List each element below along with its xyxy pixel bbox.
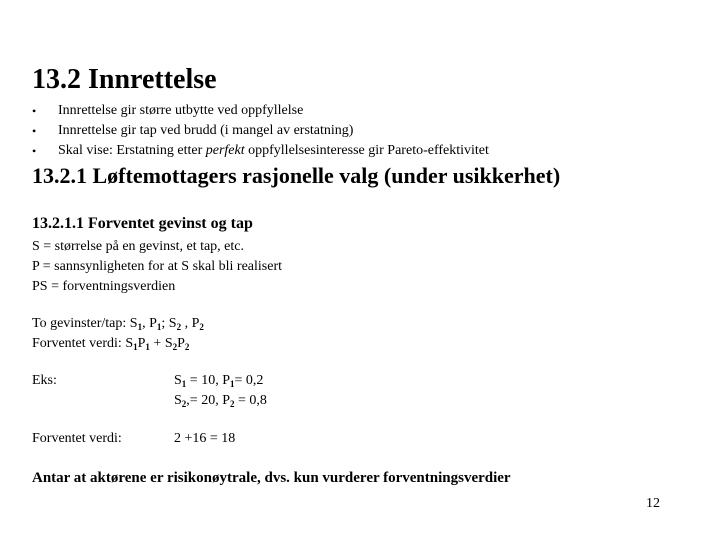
- formula-line-expected: Forventet verdi: $S_1P_1 + S_2P_2$: [32, 336, 190, 352]
- bullet-item: Innrettelse gir større utbytte ved oppfyllelse: [58, 103, 304, 118]
- example-line: $S_2,= 20$, $P_2 = 0,8$: [174, 393, 267, 409]
- slide-title: 13.2 Innrettelse: [32, 64, 217, 95]
- formula-line-gains: To gevinster/tap: $S_1$, $P_1$; $S_2$ , $P_2$: [32, 316, 204, 332]
- example-line: $S_1 = 10$, $P_1= 0,2$: [174, 373, 264, 389]
- bullet-marker: •: [32, 144, 37, 158]
- subsection-heading: 13.2.1.1 Forventet gevinst og tap: [32, 215, 253, 232]
- bullet-item: Skal vise: Erstatning etter perfekt oppfyllelsesinteresse gir Pareto-effektivitet: [58, 143, 489, 158]
- bullet-item: Innrettelse gir tap ved brudd (i mangel av erstatning): [58, 123, 354, 138]
- definition-line: P = sannsynligheten for at S skal bli realisert: [32, 259, 282, 274]
- bullet-marker: •: [32, 124, 37, 138]
- conclusion-text: Antar at aktørene er risikonøytrale, dvs. kun vurderer forventningsverdier: [32, 470, 511, 486]
- definition-line: S = størrelse på en gevinst, et tap, etc.: [32, 239, 245, 254]
- page-number: 12: [646, 496, 660, 511]
- expected-value: 2 +16 = 18: [174, 431, 236, 446]
- definition-line: PS = forventningsverdien: [32, 279, 176, 294]
- section-heading: 13.2.1 Løftemottagers rasjonelle valg (under usikkerhet): [32, 163, 561, 188]
- example-label: Eks:: [32, 373, 57, 388]
- expected-label: Forventet verdi:: [32, 431, 122, 446]
- bullet-marker: •: [32, 104, 37, 118]
